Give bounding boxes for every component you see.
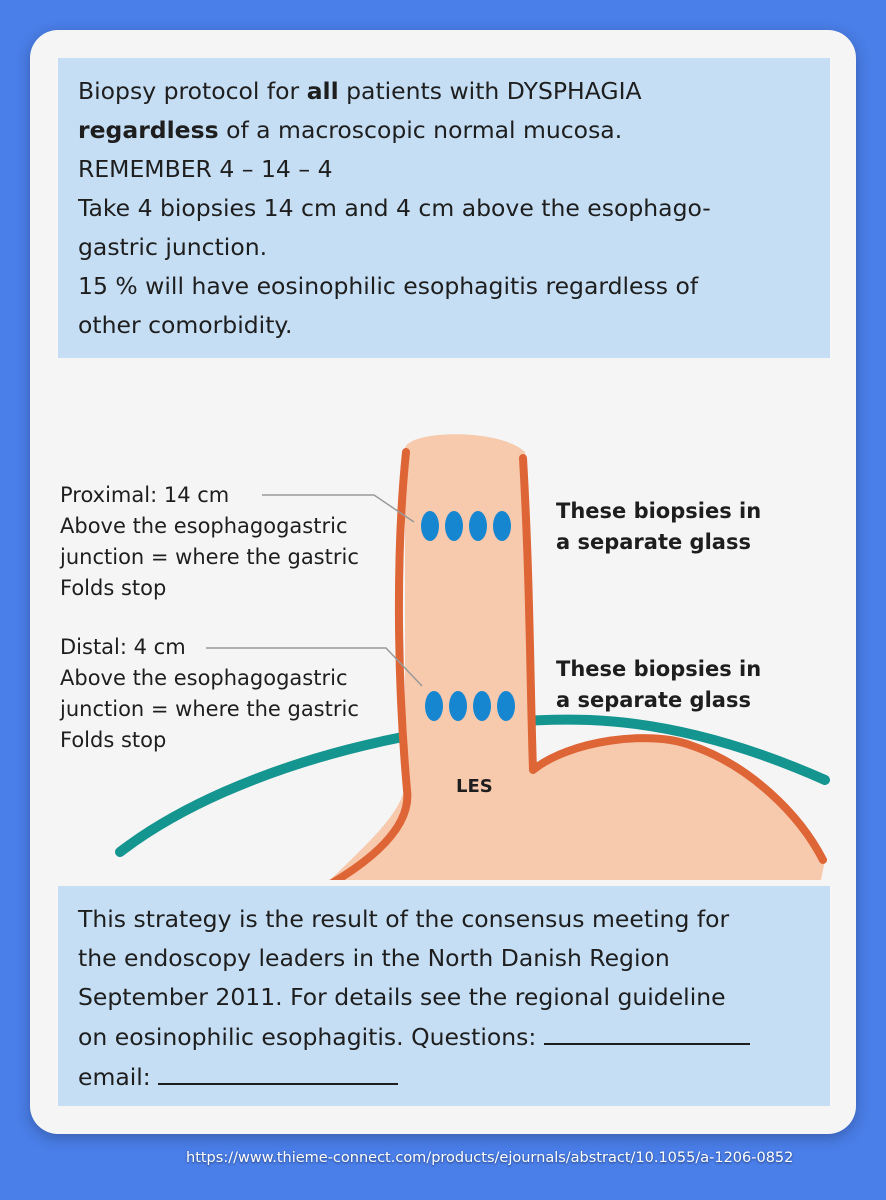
protocol-line-3: REMEMBER 4 – 14 – 4 (78, 155, 333, 183)
email-blank (158, 1057, 398, 1085)
questions-blank (544, 1017, 750, 1045)
les-label: LES (456, 776, 493, 797)
proximal-line-2: Above the esophagogastric (60, 514, 348, 538)
proximal-line-4: Folds stop (60, 576, 167, 600)
biopsy-dot (469, 511, 487, 541)
proximal-line-3: junction = where the gastric (60, 545, 359, 569)
consensus-line-2: the endoscopy leaders in the North Danish Region (78, 944, 670, 972)
distal-line-4: Folds stop (60, 728, 167, 752)
distal-line-3: junction = where the gastric (60, 697, 359, 721)
consensus-line-1: This strategy is the result of the consensus meeting for (78, 905, 730, 933)
biopsy-dot (493, 511, 511, 541)
consensus-line-3: September 2011. For details see the regional guideline (78, 983, 726, 1011)
protocol-line-2: regardless of a macroscopic normal mucosa. (78, 116, 623, 144)
upper-biopsy-note (556, 496, 761, 558)
consensus-line-5: email: (78, 1057, 830, 1097)
protocol-line-7: other comorbidity. (78, 311, 293, 339)
lower-biopsy-note (556, 654, 761, 716)
biopsy-dot (421, 511, 439, 541)
esophagus-diagram (30, 360, 856, 880)
lower-note-line-2: a separate glass (556, 688, 751, 712)
info-card (30, 30, 856, 1134)
biopsy-dot (425, 691, 443, 721)
protocol-box (58, 58, 830, 358)
source-url: https://www.thieme-connect.com/products/ejournals/abstract/10.1055/a-1206-0852 (186, 1150, 794, 1166)
esophagus-illustration (30, 360, 856, 880)
biopsy-dot (473, 691, 491, 721)
consensus-box (58, 886, 830, 1106)
distal-title: Distal: 4 cm (60, 635, 186, 659)
consensus-line-4: on eosinophilic esophagitis. Questions: (78, 1017, 830, 1057)
lower-note-line-1: These biopsies in (556, 657, 762, 681)
proximal-title: Proximal: 14 cm (60, 483, 230, 507)
distal-label (60, 632, 359, 756)
proximal-label (60, 480, 359, 604)
biopsy-dot (449, 691, 467, 721)
protocol-line-6: 15 % will have eosinophilic esophagitis regardless of (78, 272, 699, 300)
upper-note-line-1: These biopsies in (556, 499, 762, 523)
biopsy-dot (497, 691, 515, 721)
protocol-line-5: gastric junction. (78, 233, 268, 261)
distal-line-2: Above the esophagogastric (60, 666, 348, 690)
protocol-line-4: Take 4 biopsies 14 cm and 4 cm above the esophago- (78, 194, 711, 222)
protocol-line-1: Biopsy protocol for all patients with DYSPHAGIA (78, 77, 642, 105)
biopsy-dot (445, 511, 463, 541)
upper-note-line-2: a separate glass (556, 530, 751, 554)
